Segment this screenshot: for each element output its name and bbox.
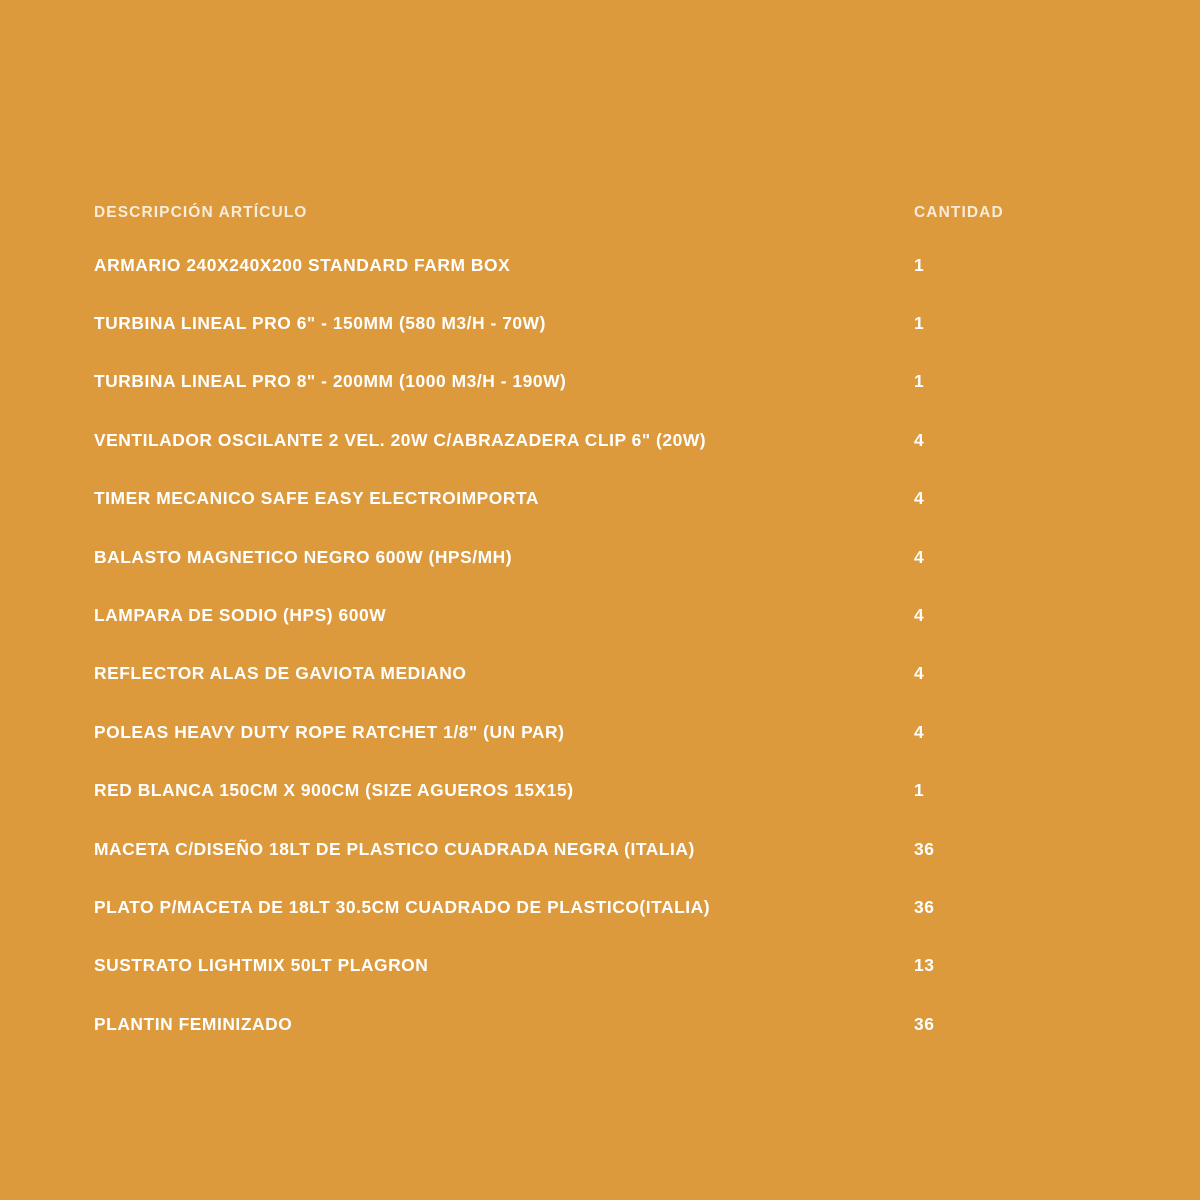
item-description: TURBINA LINEAL PRO 6" - 150MM (580 M3/H - 70W) (94, 313, 546, 334)
item-description: VENTILADOR OSCILANTE 2 VEL. 20W C/ABRAZADERA CLIP 6" (20W) (94, 429, 707, 450)
item-quantity: 4 (914, 663, 925, 684)
table-row (94, 294, 1100, 352)
item-description: ARMARIO 240X240X200 STANDARD FARM BOX (94, 254, 511, 275)
table-row (94, 586, 1100, 644)
item-description: REFLECTOR ALAS DE GAVIOTA MEDIANO (94, 663, 467, 684)
item-description: MACETA C/DISEÑO 18LT DE PLASTICO CUADRADA NEGRA (ITALIA) (94, 838, 695, 859)
item-quantity: 36 (914, 896, 935, 917)
item-quantity: 4 (914, 721, 925, 742)
item-description: PLATO P/MACETA DE 18LT 30.5CM CUADRADO DE PLASTICO(ITALIA) (94, 896, 711, 917)
item-quantity: 36 (914, 838, 935, 859)
item-quantity: 1 (914, 254, 925, 275)
table-row (94, 645, 1100, 703)
table-row (94, 937, 1100, 995)
table-row (94, 411, 1100, 469)
item-quantity: 4 (914, 546, 925, 567)
item-quantity: 4 (914, 605, 925, 626)
item-description: TURBINA LINEAL PRO 8" - 200MM (1000 M3/H - 190W) (94, 371, 567, 392)
table-row (94, 353, 1100, 411)
item-description: POLEAS HEAVY DUTY ROPE RATCHET 1/8" (UN PAR) (94, 721, 565, 742)
item-quantity: 1 (914, 780, 925, 801)
column-header-description: DESCRIPCIÓN ARTÍCULO (94, 204, 308, 221)
table-row (94, 470, 1100, 528)
table-header (94, 190, 1100, 236)
item-description: PLANTIN FEMINIZADO (94, 1013, 293, 1034)
table-header-row (94, 190, 1100, 236)
table-row (94, 878, 1100, 936)
table-row (94, 762, 1100, 820)
item-quantity: 13 (914, 955, 935, 976)
item-quantity: 1 (914, 371, 925, 392)
table-body (94, 236, 1100, 1053)
item-description: SUSTRATO LIGHTMIX 50LT PLAGRON (94, 955, 429, 976)
item-quantity: 36 (914, 1013, 935, 1034)
item-description: BALASTO MAGNETICO NEGRO 600W (HPS/MH) (94, 546, 513, 567)
item-description: TIMER MECANICO SAFE EASY ELECTROIMPORTA (94, 488, 539, 509)
table-row (94, 995, 1100, 1053)
item-quantity: 4 (914, 429, 925, 450)
items-table (94, 190, 1100, 1053)
item-quantity: 4 (914, 488, 925, 509)
table-row (94, 703, 1100, 761)
table-row (94, 820, 1100, 878)
item-description: LAMPARA DE SODIO (HPS) 600W (94, 605, 387, 626)
item-quantity: 1 (914, 313, 925, 334)
column-header-quantity: CANTIDAD (914, 204, 1004, 221)
item-description: RED BLANCA 150CM X 900CM (SIZE AGUEROS 15X15) (94, 780, 574, 801)
table-row (94, 236, 1100, 294)
table-row (94, 528, 1100, 586)
